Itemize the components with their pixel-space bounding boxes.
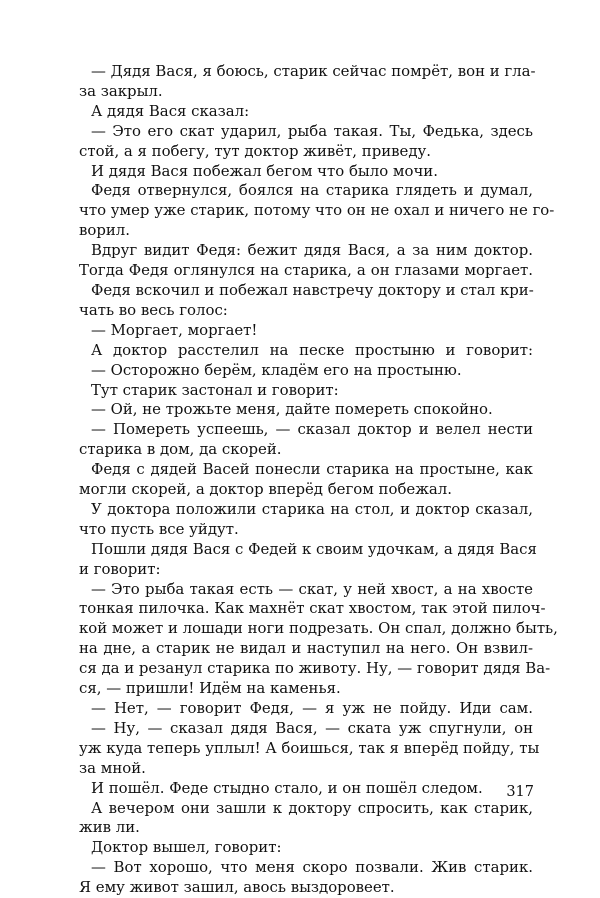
text-line: Федя отвернулся, боялся на старика глядеть и думал, — [91, 181, 533, 200]
text-line: И дядя Вася побежал бегом что было мочи. — [91, 161, 438, 180]
text-line: — Вот хорошо, что меня скоро позвали. Жив старик. — [91, 858, 533, 877]
text-line: — Моргает, моргает! — [91, 320, 258, 339]
text-line: могли скорей, а доктор вперёд бегом побежал. — [79, 480, 452, 499]
text-line: А доктор расстелил на песке простыню и говорит: — [91, 340, 533, 359]
text-line: — Это его скат ударил, рыба такая. Ты, Федька, здесь — [91, 121, 533, 140]
text-line: Доктор вышел, говорит: — [91, 838, 282, 857]
text-line: что умер уже старик, потому что он не охал и ничего не го- — [79, 201, 555, 220]
text-line: — Это рыба такая есть — скат, у ней хвост, а на хвосте — [91, 579, 533, 598]
text-line: — Помереть успеешь, — сказал доктор и велел нести — [91, 420, 533, 439]
text-line: Тут старик застонал и говорит: — [91, 380, 339, 399]
text-line: А дядя Вася сказал: — [91, 101, 250, 120]
text-line: У доктора положили старика на стол, и доктор сказал, — [91, 499, 533, 518]
text-line: Вдруг видит Федя: бежит дядя Вася, а за ним доктор. — [91, 241, 533, 260]
text-line: — Ой, не трожьте меня, дайте помереть спокойно. — [91, 400, 493, 419]
text-line: Тогда Федя оглянулся на старика, а он глазами моргает. — [79, 261, 533, 280]
text-line: Федя с дядей Васей понесли старика на простыне, как — [91, 460, 533, 479]
text-line: что пусть все уйдут. — [79, 519, 239, 538]
text-line: — Дядя Вася, я боюсь, старик сейчас помрёт, вон и гла- — [91, 62, 536, 80]
text-line: за закрыл. — [79, 81, 163, 100]
text-line: за мной. — [79, 758, 146, 777]
page-number: 317 — [506, 784, 534, 800]
story-text — [79, 62, 558, 898]
text-line: кой может и лошади ноги подрезать. Он спал, должно быть, — [79, 619, 558, 638]
text-line: Пошли дядя Вася с Федей к своим удочкам, а дядя Вася — [91, 539, 537, 558]
text-line: ся, — пришли! Идём на каменья. — [79, 679, 341, 698]
text-line: чать во весь голос: — [79, 300, 228, 319]
text-line: А вечером они зашли к доктору спросить, как старик, — [91, 798, 533, 817]
text-line: ся да и резанул старика по животу. Ну, — говорит дядя Ва- — [79, 659, 551, 678]
text-line: на дне, а старик не видал и наступил на него. Он взвил- — [79, 639, 533, 658]
text-line: старика в дом, да скорей. — [79, 440, 282, 459]
text-line: ворил. — [79, 221, 130, 240]
text-line: Я ему живот зашил, авось выздоровеет. — [79, 878, 395, 897]
text-line: жив ли. — [79, 818, 140, 837]
text-line: — Осторожно берём, кладём его на простыню. — [91, 360, 462, 379]
text-line: — Ну, — сказал дядя Вася, — ската уж спугнули, он — [91, 718, 533, 737]
text-line: и говорит: — [79, 559, 161, 578]
text-line: И пошёл. Феде стыдно стало, и он пошёл следом. — [91, 778, 483, 797]
text-line: — Нет, — говорит Федя, — я уж не пойду. Иди сам. — [91, 699, 533, 717]
text-line: Федя вскочил и побежал навстречу доктору и стал кри- — [91, 280, 534, 299]
text-line: уж куда теперь уплыл! А боишься, так я вперёд пойду, ты — [79, 738, 540, 757]
text-line: тонкая пилочка. Как махнёт скат хвостом, так этой пилоч- — [79, 599, 546, 618]
text-line: стой, а я побегу, тут доктор живёт, приведу. — [79, 141, 432, 160]
